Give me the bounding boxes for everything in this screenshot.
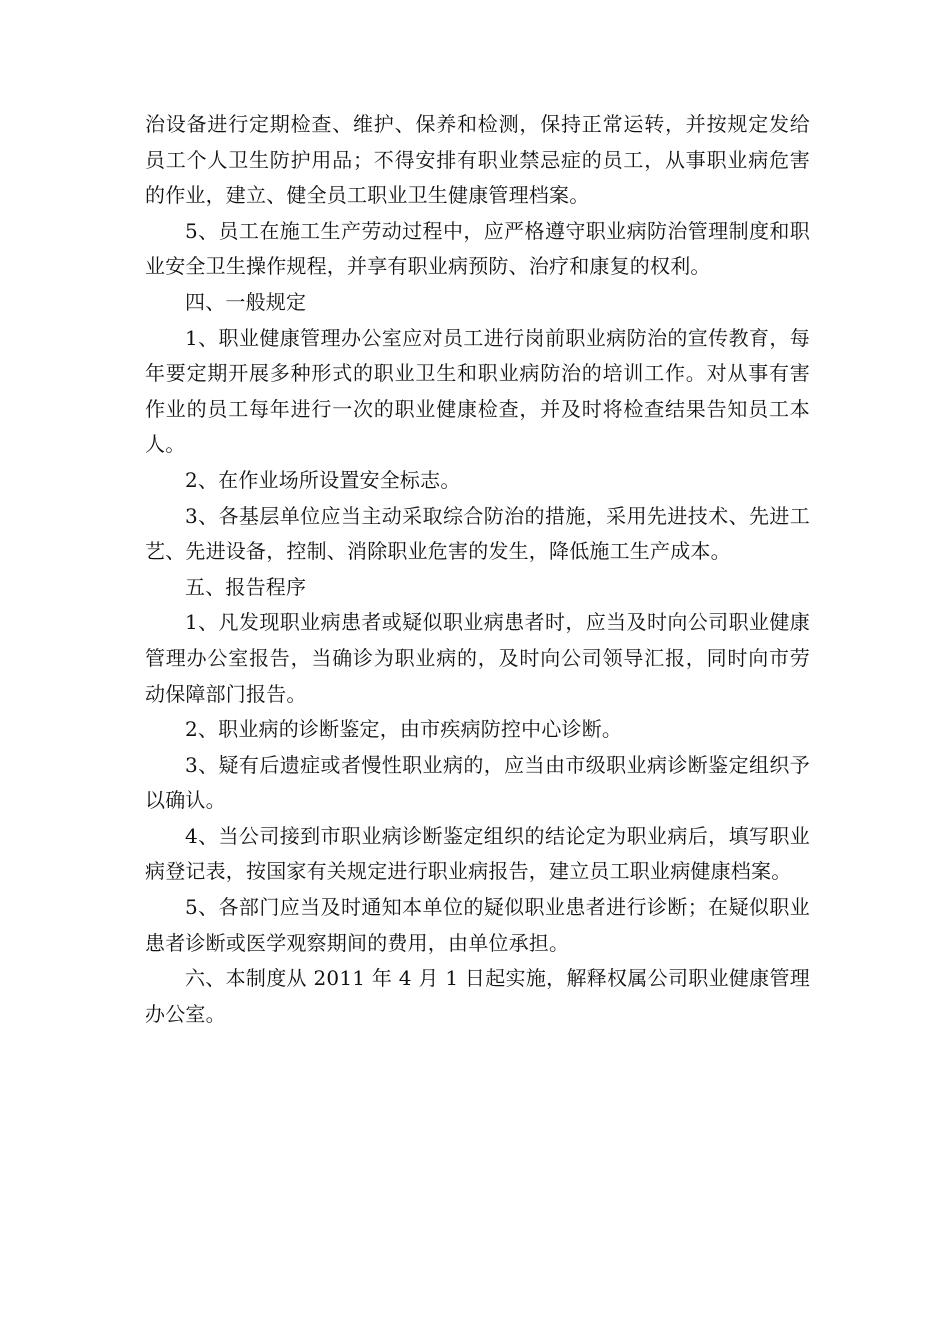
paragraph-continuation: 治设备进行定期检查、维护、保养和检测，保持正常运转，并按规定发给员工个人卫生防护用品；不得安排有职业禁忌症的员工，从事职业病危害的作业，建立、健全员工职业卫生健康管理档案。 [145, 112, 810, 208]
paragraph-reporting-1: 1、凡发现职业病患者或疑似职业病患者时，应当及时向公司职业健康管理办公室报告，当确诊为职业病的，及时向公司领导汇报，同时向市劳动保障部门报告。 [145, 610, 810, 706]
document-body [145, 107, 810, 1032]
section-heading-reporting: 五、报告程序 [185, 574, 307, 599]
section-effective-date: 六、本制度从 2011 年 4 月 1 日起实施，解释权属公司职业健康管理办公室。 [145, 966, 810, 1026]
paragraph-general-2: 2、在作业场所设置安全标志。 [185, 467, 461, 492]
paragraph-reporting-5: 5、各部门应当及时通知本单位的疑似职业患者进行诊断；在疑似职业患者诊断或医学观察期间的费用，由单位承担。 [145, 895, 810, 955]
paragraph-general-1: 1、职业健康管理办公室应对员工进行岗前职业病防治的宣传教育，每年要定期开展多种形式的职业卫生和职业病防治的培训工作。对从事有害作业的员工每年进行一次的职业健康检查，并及时将检查结果告知员工本人。 [145, 325, 810, 457]
paragraph-reporting-2: 2、职业病的诊断鉴定，由市疾病防控中心诊断。 [185, 717, 623, 742]
section-heading-general-rules: 四、一般规定 [185, 289, 307, 314]
paragraph-reporting-3: 3、疑有后遗症或者慢性职业病的，应当由市级职业病诊断鉴定组织予以确认。 [145, 752, 810, 813]
paragraph-general-3: 3、各基层单位应当主动采取综合防治的措施，采用先进技术、先进工艺、先进设备，控制、消除职业危害的发生，降低施工生产成本。 [145, 503, 810, 564]
paragraph-item-5-compliance: 5、员工在施工生产劳动过程中，应严格遵守职业病防治管理制度和职业安全卫生操作规程，并享有职业病预防、治疗和康复的权利。 [145, 218, 810, 279]
paragraph-reporting-4: 4、当公司接到市职业病诊断鉴定组织的结论定为职业病后，填写职业病登记表，按国家有关规定进行职业病报告，建立员工职业病健康档案。 [145, 823, 810, 884]
